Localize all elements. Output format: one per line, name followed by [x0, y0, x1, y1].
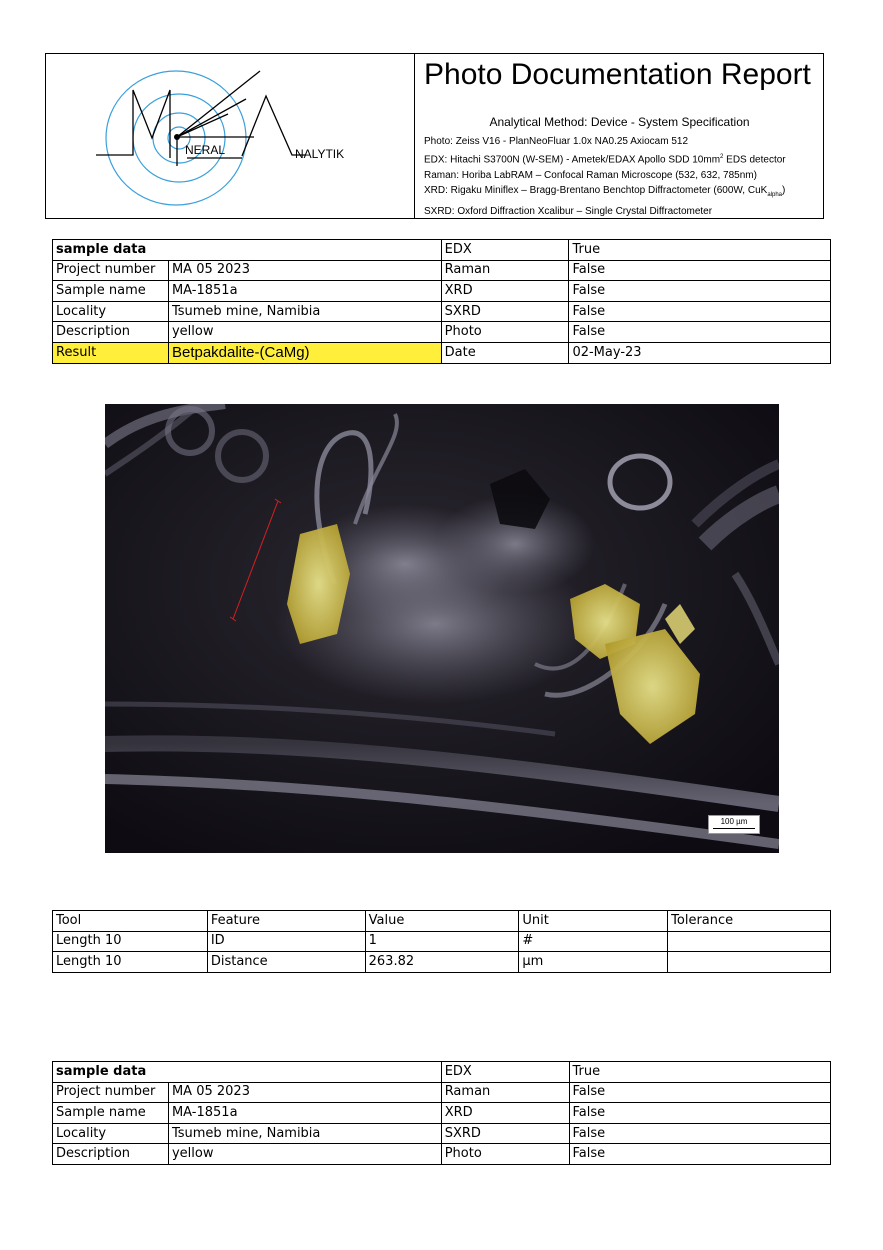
cell-value: 263.82 [365, 952, 519, 973]
row-value: yellow [168, 322, 441, 343]
row-value: MA 05 2023 [168, 1082, 441, 1103]
row-label: Project number [53, 260, 169, 281]
report-title: Photo Documentation Report [424, 58, 811, 91]
logo-text-right: NALYTIK [295, 147, 345, 161]
method-value: False [569, 1103, 831, 1124]
method-title: Analytical Method: Device - System Specification [489, 115, 750, 129]
row-value: MA-1851a [168, 1103, 441, 1124]
cell-value: 1 [365, 931, 519, 952]
date-label: Date [441, 342, 569, 363]
method-value: True [569, 1062, 831, 1083]
method-name: Raman [441, 260, 569, 281]
table-row [53, 952, 831, 973]
row-label: Locality [53, 1123, 169, 1144]
method-name: XRD [441, 1103, 569, 1124]
method-value: False [569, 1082, 831, 1103]
spec-raman: Raman: Horiba LabRAM – Confocal Raman Microscope (532, 632, 785nm) [424, 169, 757, 181]
spec-edx: EDX: Hitachi S3700N (W-SEM) - Ametek/EDAX Apollo SDD $10mm^2$ EDS detector [424, 153, 786, 165]
result-value: Betpakdalite-(CaMg) [168, 342, 441, 363]
logo-text-left: NERAL [185, 143, 226, 157]
cell-tolerance [668, 952, 831, 973]
method-value: False [569, 281, 831, 302]
row-label: Description [53, 322, 169, 343]
row-value: Tsumeb mine, Namibia [168, 1123, 441, 1144]
spec-photo: Photo: Zeiss V16 - PlanNeoFluar 1.0x NA0.25 Axiocam 512 [424, 136, 689, 147]
cell-unit: µm [519, 952, 668, 973]
cell-unit: # [519, 931, 668, 952]
report-header [45, 53, 824, 219]
cell-tool: Length 10 [53, 952, 208, 973]
table-row [53, 1082, 831, 1103]
column-header: Tool [53, 911, 208, 932]
method-name: SXRD [441, 301, 569, 322]
method-value: True [569, 240, 831, 261]
method-value: False [569, 260, 831, 281]
table-row [53, 301, 831, 322]
method-name: EDX [441, 1062, 569, 1083]
method-value: False [569, 301, 831, 322]
row-value: MA 05 2023 [168, 260, 441, 281]
method-name: SXRD [441, 1123, 569, 1144]
method-value: False [569, 1144, 831, 1165]
date-value: 02-May-23 [569, 342, 831, 363]
method-name: EDX [441, 240, 569, 261]
cell-feature: ID [207, 931, 365, 952]
microscope-photo [105, 404, 779, 853]
sample-image-icon [105, 404, 779, 853]
row-label: Project number [53, 1082, 169, 1103]
table-header-row [53, 911, 831, 932]
table-row [53, 1062, 831, 1083]
result-row [53, 342, 831, 363]
title-cell [416, 54, 823, 218]
table-row [53, 260, 831, 281]
measurement-table [52, 910, 831, 973]
row-label: Locality [53, 301, 169, 322]
row-value: Tsumeb mine, Namibia [168, 301, 441, 322]
table-row [53, 1103, 831, 1124]
result-label: Result [53, 342, 169, 363]
sample-data-heading: sample data [53, 240, 442, 261]
row-label: Sample name [53, 281, 169, 302]
spec-sxrd: SXRD: Oxford Diffraction Xcalibur – Single Crystal Diffractometer [424, 205, 713, 217]
method-name: Photo [441, 322, 569, 343]
method-name: Photo [441, 1144, 569, 1165]
table-row [53, 931, 831, 952]
cell-tool: Length 10 [53, 931, 208, 952]
scale-bar [708, 815, 760, 834]
device-spec-list [424, 134, 786, 219]
table-row [53, 1123, 831, 1144]
row-label: Description [53, 1144, 169, 1165]
cell-tolerance [668, 931, 831, 952]
table-row [53, 1144, 831, 1165]
column-header: Value [365, 911, 519, 932]
cell-feature: Distance [207, 952, 365, 973]
column-header: Unit [519, 911, 668, 932]
method-value: False [569, 1123, 831, 1144]
scale-label: 100 µm [720, 817, 748, 826]
sample-data-table-repeat [52, 1061, 831, 1165]
row-label: Sample name [53, 1103, 169, 1124]
table-row [53, 240, 831, 261]
column-header: Tolerance [668, 911, 831, 932]
table-row [53, 322, 831, 343]
method-name: XRD [441, 281, 569, 302]
row-value: yellow [168, 1144, 441, 1165]
sample-data-table [52, 239, 831, 364]
table-row [53, 281, 831, 302]
company-logo [46, 54, 415, 218]
method-name: Raman [441, 1082, 569, 1103]
sample-data-heading: sample data [53, 1062, 442, 1083]
row-value: MA-1851a [168, 281, 441, 302]
column-header: Feature [207, 911, 365, 932]
spec-xrd: XRD: Rigaku Miniflex – Bragg-Brentano Benchtop Diffractometer (600W, CuK$_{alpha}$) [424, 185, 786, 199]
method-value: False [569, 322, 831, 343]
